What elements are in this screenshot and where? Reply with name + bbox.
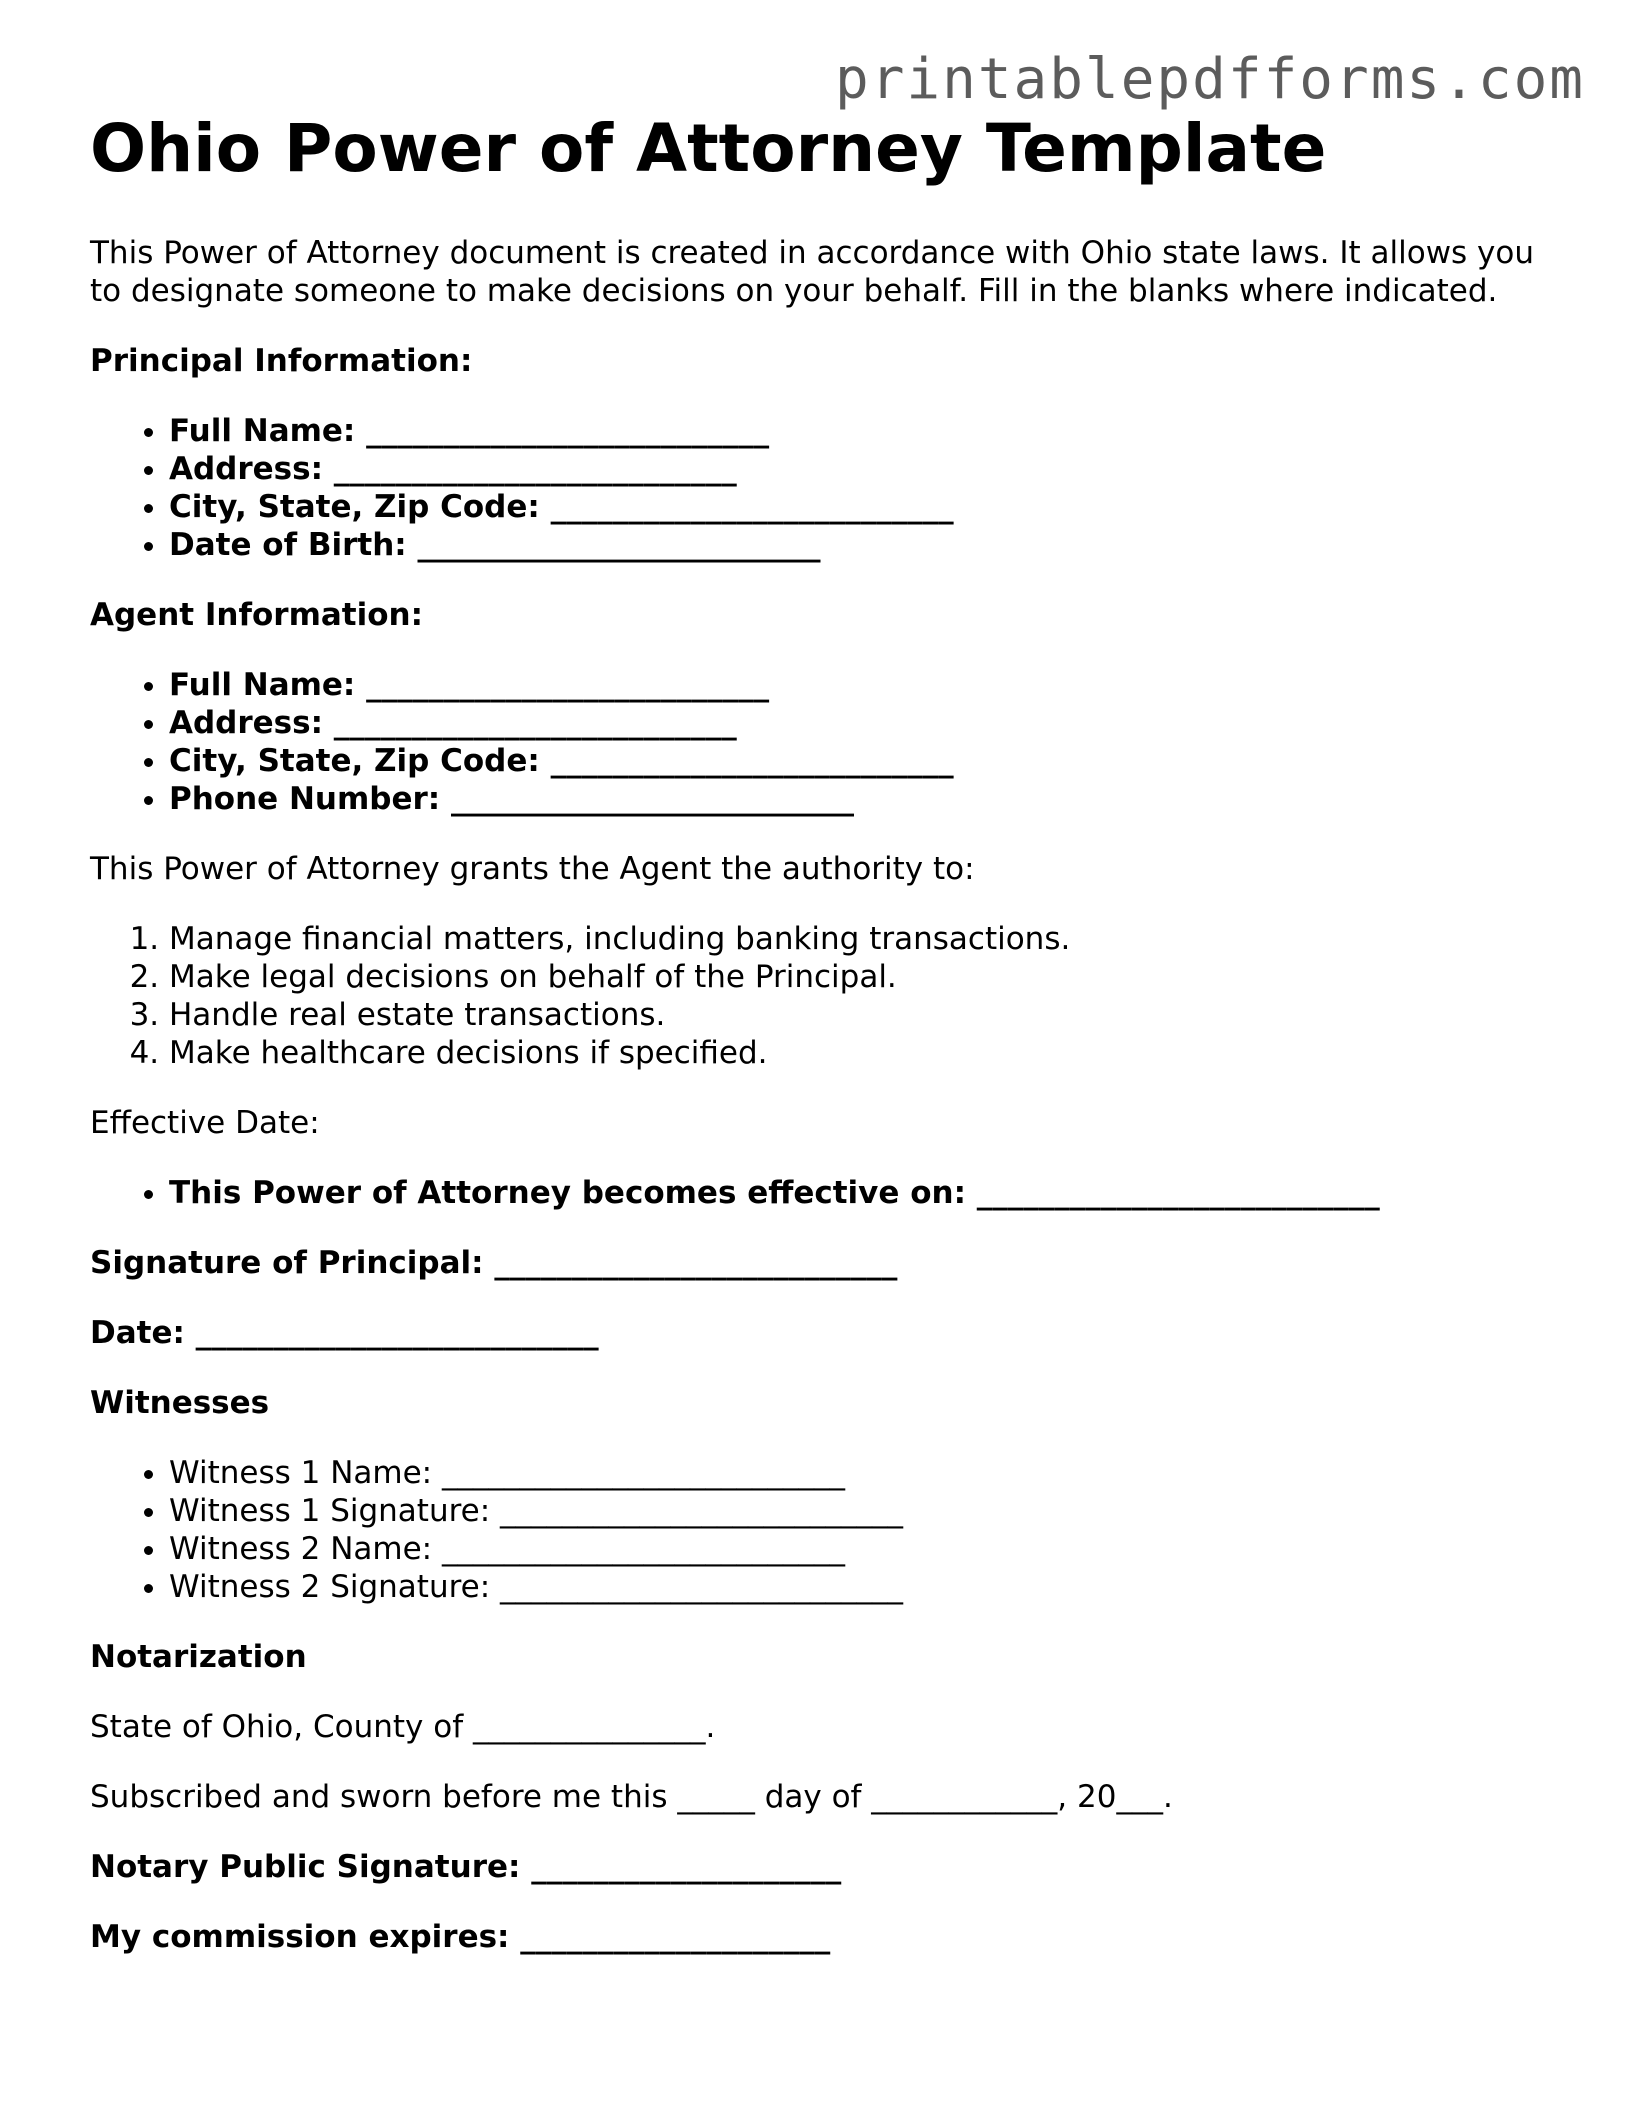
date-field[interactable]: Date: __________________________ [90,1315,599,1351]
witness-1-signature-field[interactable]: • Witness 1 Signature: __________________________ [169,1492,1550,1530]
watermark: printablepdfforms.com [834,47,1585,112]
agent-phone-number-field[interactable]: • Phone Number: __________________________ [169,780,1550,818]
effective-date-field[interactable]: • This Power of Attorney becomes effective on: __________________________ [169,1174,1550,1212]
commission-expires-field[interactable]: My commission expires: ____________________ [90,1919,831,1955]
authority-intro: This Power of Attorney grants the Agent the authority to: [90,851,975,887]
agent-full-name-field[interactable]: • Full Name: __________________________ [169,666,1550,704]
witnesses-heading: Witnesses [90,1385,270,1421]
authority-item: 3. Handle real estate transactions. [169,996,1550,1034]
agent-heading: Agent Information: [90,597,423,633]
document-body [90,234,1550,1988]
agent-address-field[interactable]: • Address: __________________________ [169,704,1550,742]
notary-county-field[interactable]: State of Ohio, County of _______________. [90,1709,716,1745]
principal-city-state-zip-field[interactable]: • City, State, Zip Code: __________________________ [169,488,1550,526]
witness-2-name-field[interactable]: • Witness 2 Name: __________________________ [169,1530,1550,1568]
authority-item: 4. Make healthcare decisions if specified. [169,1034,1550,1072]
principal-full-name-field[interactable]: • Full Name: __________________________ [169,412,1550,450]
notary-sworn-field[interactable]: Subscribed and sworn before me this _____ day of ____________, 20___. [90,1779,1173,1815]
effective-date-list [90,1174,1550,1212]
page-title: Ohio Power of Attorney Template [90,110,1327,187]
principal-signature-field[interactable]: Signature of Principal: __________________________ [90,1245,898,1281]
principal-date-of-birth-field[interactable]: • Date of Birth: __________________________ [169,526,1550,564]
principal-heading: Principal Information: [90,343,473,379]
notarization-heading: Notarization [90,1639,307,1675]
authority-list [90,920,1550,1072]
witness-1-name-field[interactable]: • Witness 1 Name: __________________________ [169,1454,1550,1492]
agent-city-state-zip-field[interactable]: • City, State, Zip Code: __________________________ [169,742,1550,780]
principal-fields [90,412,1550,564]
authority-item: 1. Manage financial matters, including banking transactions. [169,920,1550,958]
witness-fields [90,1454,1550,1606]
notary-signature-field[interactable]: Notary Public Signature: ____________________ [90,1849,842,1885]
effective-date-label: Effective Date: [90,1105,320,1141]
authority-item: 2. Make legal decisions on behalf of the Principal. [169,958,1550,996]
agent-fields [90,666,1550,818]
intro-paragraph: This Power of Attorney document is created in accordance with Ohio state laws. It allows you to designate someone to make decisions on your behalf. Fill in the blanks where indicated. [90,235,1535,309]
principal-address-field[interactable]: • Address: __________________________ [169,450,1550,488]
witness-2-signature-field[interactable]: • Witness 2 Signature: __________________________ [169,1568,1550,1606]
